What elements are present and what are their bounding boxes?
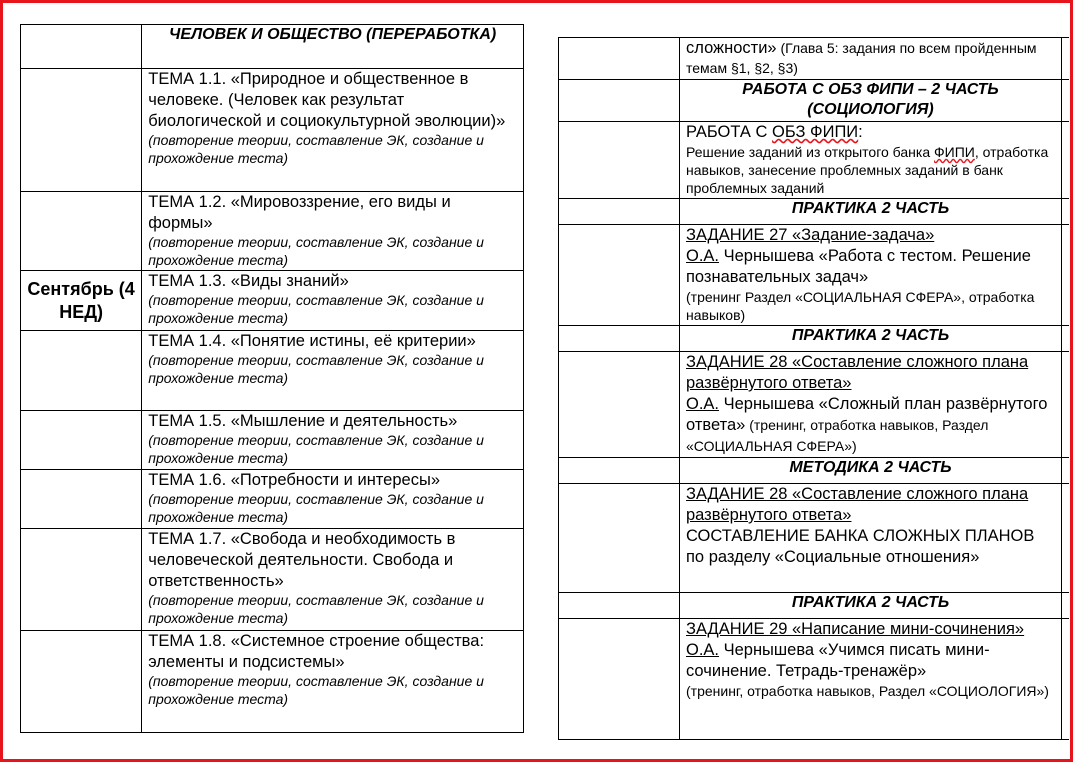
fipi-title-colon: : [858,123,863,141]
month-cell [559,352,680,458]
month-cell [21,529,142,631]
month-cell [21,69,142,192]
month-cell [21,411,142,470]
topic-note: (повторение теории, составление ЭК, создание и прохождение теста) [148,432,484,466]
task-title: ЗАДАНИЕ 28 «Составление сложного плана развёрнутого ответа» [686,485,1029,524]
book-title: Чернышева «Сложный план развёрнутого ответа» [686,395,1048,434]
left-empty-cell [21,25,142,69]
topic-note: (повторение теории, составление ЭК, создание и прохождение теста) [148,491,484,525]
book-title: Чернышева «Работа с тестом. Решение познавательных задач» [686,247,1031,286]
topic-note: (повторение теории, составление ЭК, создание и прохождение теста) [148,234,484,268]
fipi-cell [680,122,1062,199]
topic-cell [142,470,524,529]
month-cell [559,484,680,593]
book-title: Чернышева «Учимся писать мини-сочинение. Тетрадь-тренажёр» [686,641,990,680]
fipi-desc: Решение заданий из открытого банка [686,144,935,160]
month-cell [559,122,680,199]
topic-note: (повторение теории, составление ЭК, создание и прохождение теста) [148,592,484,626]
month-label: Сентябрь (4 НЕД) [21,271,142,331]
topic-cell [142,331,524,411]
left-schedule-table [20,24,524,733]
task-cell [680,619,1062,740]
topic-title: ТЕМА 1.2. «Мировоззрение, его виды и формы» [148,193,451,232]
topic-title: ТЕМА 1.8. «Системное строение общества: элементы и подсистемы» [148,632,485,671]
topic-title: ТЕМА 1.4. «Понятие истины, её критерии» [148,332,476,350]
month-cell [559,199,680,225]
section-header: МЕТОДИКА 2 ЧАСТЬ [680,458,1062,484]
left-section-title: ЧЕЛОВЕК И ОБЩЕСТВО (ПЕРЕРАБОТКА) [142,25,524,69]
topic-note: (повторение теории, составление ЭК, создание и прохождение теста) [148,673,484,707]
task-note: (тренинг, отработка навыков, Раздел «СОЦИАЛЬНАЯ СФЕРА») [686,417,989,454]
author-initials: О.А. [686,641,720,659]
fipi-title: РАБОТА С [686,123,773,141]
topic-cell [142,192,524,271]
topic-title: ТЕМА 1.7. «Свобода и необходимость в человеческой деятельности. Свобода и ответственность» [148,530,456,590]
month-cell [21,331,142,411]
author-initials: О.А. [686,247,720,265]
task-note: (тренинг Раздел «СОЦИАЛЬНАЯ СФЕРА», отработка навыков) [686,289,1035,323]
section-header: ПРАКТИКА 2 ЧАСТЬ [680,199,1062,225]
month-cell [559,225,680,326]
topic-title: ТЕМА 1.1. «Природное и общественное в человеке. (Человек как результат биологической и социокультурной эволюции)» [148,70,506,130]
right-schedule-table [558,37,1069,740]
author-initials: О.А. [686,395,720,413]
topic-cell [142,271,524,331]
section-header: ПРАКТИКА 2 ЧАСТЬ [680,326,1062,352]
topic-note: (повторение теории, составление ЭК, создание и прохождение теста) [148,352,484,386]
task-cell [680,225,1062,326]
fipi-desc-abbr: ФИПИ [934,144,975,160]
topic-note: (повторение теории, составление ЭК, создание и прохождение теста) [148,292,484,326]
month-cell [559,593,680,619]
month-cell [21,192,142,271]
topic-cell [142,631,524,733]
month-cell [21,631,142,733]
topic-title: ТЕМА 1.3. «Виды знаний» [148,272,349,290]
continuation-text: (Глава 5: задания по всем пройденным темам §1, §2, §3) [686,40,1037,76]
task-title: ЗАДАНИЕ 28 «Составление сложного плана развёрнутого ответа» [686,353,1029,392]
task-cell [680,352,1062,458]
section-header: ПРАКТИКА 2 ЧАСТЬ [680,593,1062,619]
month-cell [559,38,680,80]
topic-cell [142,529,524,631]
continuation-cell [680,38,1062,80]
topic-cell [142,411,524,470]
task-note: (тренинг, отработка навыков, Раздел «СОЦИОЛОГИЯ») [686,683,1049,699]
fipi-desc-rest: , отработка навыков, занесение проблемных заданий в банк проблемных заданий [686,144,1049,196]
topic-title: ТЕМА 1.6. «Потребности и интересы» [148,471,440,489]
month-cell [559,619,680,740]
fipi-title-abbr: ОБЗ ФИПИ [772,123,859,141]
task-title: ЗАДАНИЕ 27 «Задание-задача» [686,226,935,244]
month-cell [559,458,680,484]
section-header: РАБОТА С ОБЗ ФИПИ – 2 ЧАСТЬ (СОЦИОЛОГИЯ) [680,80,1062,122]
topic-title: ТЕМА 1.5. «Мышление и деятельность» [148,412,458,430]
task-body: СОСТАВЛЕНИЕ БАНКА СЛОЖНЫХ ПЛАНОВ по разделу «Социальные отношения» [686,527,1035,566]
task-title: ЗАДАНИЕ 29 «Написание мини-сочинения» [686,620,1025,638]
topic-note: (повторение теории, составление ЭК, создание и прохождение теста) [148,132,484,166]
month-cell [559,80,680,122]
topic-cell [142,69,524,192]
month-cell [21,470,142,529]
month-cell [559,326,680,352]
continuation-label: сложности» [686,39,777,57]
task-cell [680,484,1062,593]
